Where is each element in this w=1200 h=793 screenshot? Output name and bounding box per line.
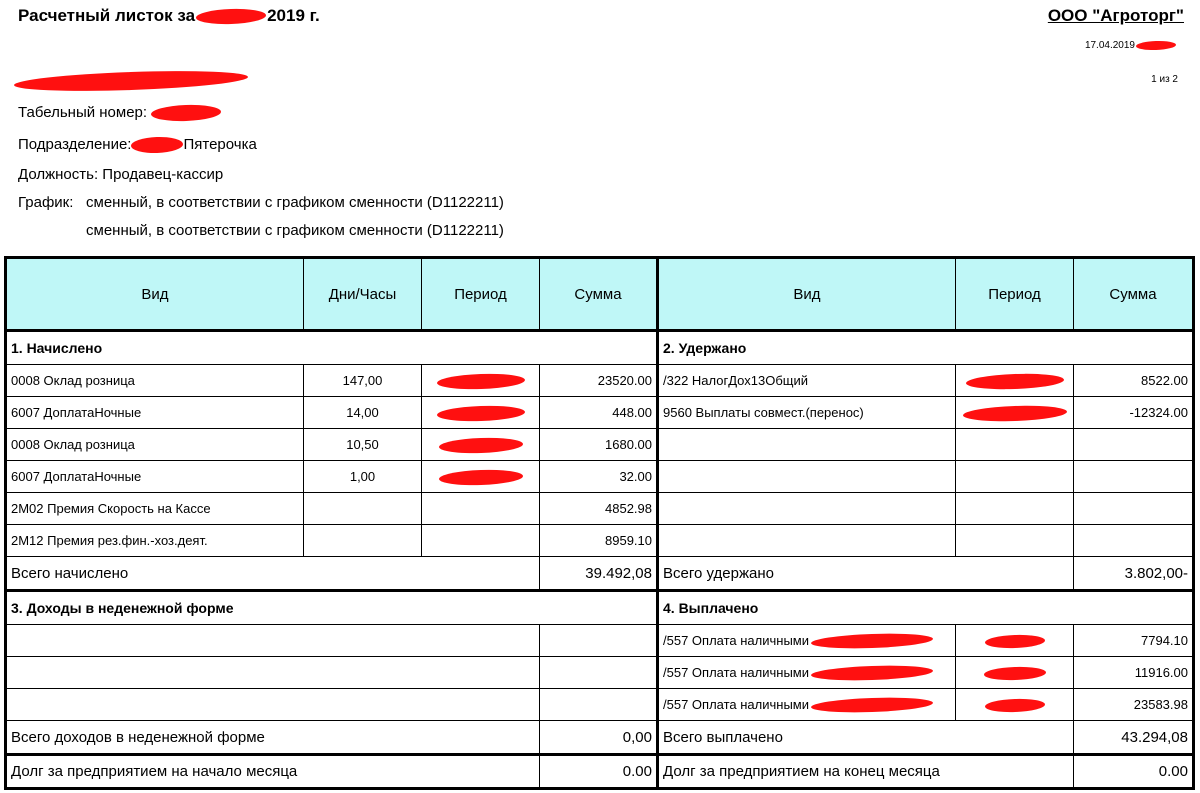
table-row [6, 525, 1194, 557]
withheld-kind: 9560 Выплаты совмест.(перенос) [658, 397, 956, 429]
redaction-mark [438, 468, 522, 486]
redaction-mark [1136, 40, 1176, 50]
table-row [6, 657, 1194, 689]
redaction-mark [811, 664, 933, 682]
withheld-period-empty [956, 525, 1074, 557]
table-header-row [6, 258, 1194, 331]
accrued-kind: 2М02 Премия Скорость на Кассе [6, 493, 304, 525]
withheld-period [956, 397, 1074, 429]
department-value: Пятерочка [183, 136, 257, 153]
position-value: Продавец-кассир [102, 166, 224, 183]
accrued-period [422, 397, 540, 429]
totals-row [6, 721, 1194, 755]
redaction-mark [436, 404, 524, 422]
accrued-kind: 2М12 Премия рез.фин.-хоз.деят. [6, 525, 304, 557]
section-nonmonetary: 3. Доходы в неденежной форме [6, 591, 658, 625]
table-row [6, 493, 1194, 525]
department-line [18, 136, 257, 153]
total-accrued-value: 39.492,08 [540, 557, 658, 591]
paid-sum: 7794.10 [1074, 625, 1194, 657]
withheld-kind-empty [658, 461, 956, 493]
total-paid-value: 43.294,08 [1074, 721, 1194, 755]
withheld-period [956, 365, 1074, 397]
section-row [6, 331, 1194, 365]
section-paid: 4. Выплачено [658, 591, 1194, 625]
title-suffix: 2019 г. [267, 6, 320, 25]
print-date [1085, 40, 1176, 51]
redaction-mark [984, 698, 1044, 713]
accrued-sum: 8959.10 [540, 525, 658, 557]
nonmonetary-empty [6, 689, 540, 721]
redaction-mark [984, 634, 1044, 649]
redaction-mark [983, 666, 1045, 681]
accrued-period [422, 493, 540, 525]
withheld-kind-empty [658, 429, 956, 461]
accrued-kind: 0008 Оклад розница [6, 429, 304, 461]
withheld-sum-empty [1074, 525, 1194, 557]
paid-kind [658, 657, 956, 689]
accrued-kind: 6007 ДоплатаНочные [6, 461, 304, 493]
col-header-period-right: Период [956, 258, 1074, 331]
debt-row [6, 755, 1194, 789]
paid-period [956, 689, 1074, 721]
tab-number-label: Табельный номер: [18, 104, 148, 121]
redaction-mark [965, 372, 1063, 390]
withheld-kind: /322 НалогДох13Общий [658, 365, 956, 397]
nonmonetary-sum-empty [540, 657, 658, 689]
paid-kind-text: /557 Оплата наличными [663, 632, 809, 648]
withheld-sum: 8522.00 [1074, 365, 1194, 397]
withheld-kind-empty [658, 493, 956, 525]
redaction-mark [438, 436, 522, 454]
withheld-sum-empty [1074, 429, 1194, 461]
paid-kind [658, 625, 956, 657]
accrued-kind: 6007 ДоплатаНочные [6, 397, 304, 429]
paid-period [956, 625, 1074, 657]
total-nonmonetary-label: Всего доходов в неденежной форме [6, 721, 540, 755]
table-row [6, 397, 1194, 429]
redaction-mark [131, 136, 184, 154]
accrued-sum: 4852.98 [540, 493, 658, 525]
position-label: Должность: [18, 166, 99, 183]
paid-sum: 23583.98 [1074, 689, 1194, 721]
debt-end-value: 0.00 [1074, 755, 1194, 789]
accrued-days: 14,00 [304, 397, 422, 429]
col-header-kind: Вид [6, 258, 304, 331]
total-accrued-label: Всего начислено [6, 557, 540, 591]
section-withheld: 2. Удержано [658, 331, 1194, 365]
accrued-days: 147,00 [304, 365, 422, 397]
nonmonetary-empty [6, 657, 540, 689]
table-row [6, 461, 1194, 493]
table-row [6, 429, 1194, 461]
department-label: Подразделение: [18, 136, 132, 153]
accrued-sum: 23520.00 [540, 365, 658, 397]
debt-start-label: Долг за предприятием на начало месяца [6, 755, 540, 789]
section-row [6, 591, 1194, 625]
accrued-period [422, 365, 540, 397]
paid-period [956, 657, 1074, 689]
col-header-sum-right: Сумма [1074, 258, 1194, 331]
total-nonmonetary-value: 0,00 [540, 721, 658, 755]
total-paid-label: Всего выплачено [658, 721, 1074, 755]
payslip-table-container [4, 256, 1192, 788]
accrued-days [304, 525, 422, 557]
col-header-sum: Сумма [540, 258, 658, 331]
nonmonetary-sum-empty [540, 625, 658, 657]
total-withheld-label: Всего удержано [658, 557, 1074, 591]
accrued-period [422, 429, 540, 461]
redaction-mark [811, 696, 933, 714]
paid-sum: 11916.00 [1074, 657, 1194, 689]
table-row [6, 689, 1194, 721]
withheld-sum-empty [1074, 493, 1194, 525]
accrued-days: 1,00 [304, 461, 422, 493]
nonmonetary-sum-empty [540, 689, 658, 721]
redaction-mark [436, 372, 524, 390]
section-accrued: 1. Начислено [6, 331, 658, 365]
company-name: ООО "Агроторг" [1047, 6, 1184, 25]
position-line [18, 166, 223, 183]
accrued-sum: 448.00 [540, 397, 658, 429]
totals-row [6, 557, 1194, 591]
withheld-period-empty [956, 429, 1074, 461]
paid-kind [658, 689, 956, 721]
withheld-period-empty [956, 461, 1074, 493]
debt-end-label: Долг за предприятием на конец месяца [658, 755, 1074, 789]
page-title [18, 6, 320, 26]
accrued-days: 10,50 [304, 429, 422, 461]
redaction-mark [962, 404, 1066, 423]
debt-start-value: 0.00 [540, 755, 658, 789]
schedule-line-2: сменный, в соответствии с графиком сменности (D1122211) [86, 222, 504, 239]
withheld-sum-empty [1074, 461, 1194, 493]
accrued-period [422, 525, 540, 557]
tab-number-line [18, 104, 221, 121]
payslip-table [4, 256, 1195, 790]
table-row [6, 365, 1194, 397]
withheld-period-empty [956, 493, 1074, 525]
accrued-period [422, 461, 540, 493]
col-header-period: Период [422, 258, 540, 331]
employee-name-redaction [14, 68, 248, 94]
paid-kind-text: /557 Оплата наличными [663, 696, 809, 712]
accrued-sum: 1680.00 [540, 429, 658, 461]
col-header-days: Дни/Часы [304, 258, 422, 331]
accrued-kind: 0008 Оклад розница [6, 365, 304, 397]
withheld-kind-empty [658, 525, 956, 557]
redaction-mark [196, 8, 266, 25]
accrued-sum: 32.00 [540, 461, 658, 493]
table-row [6, 625, 1194, 657]
redaction-mark [811, 632, 933, 650]
page-counter: 1 из 2 [1151, 74, 1178, 85]
paid-kind-text: /557 Оплата наличными [663, 664, 809, 680]
title-prefix: Расчетный листок за [18, 6, 196, 25]
schedule-line-1: сменный, в соответствии с графиком сменности (D1122211) [86, 194, 504, 211]
date-text: 17.04.2019 [1084, 40, 1135, 51]
nonmonetary-empty [6, 625, 540, 657]
redaction-mark [151, 104, 222, 122]
accrued-days [304, 493, 422, 525]
col-header-kind-right: Вид [658, 258, 956, 331]
withheld-sum: -12324.00 [1074, 397, 1194, 429]
schedule-label: График: [18, 194, 74, 211]
total-withheld-value: 3.802,00- [1074, 557, 1194, 591]
